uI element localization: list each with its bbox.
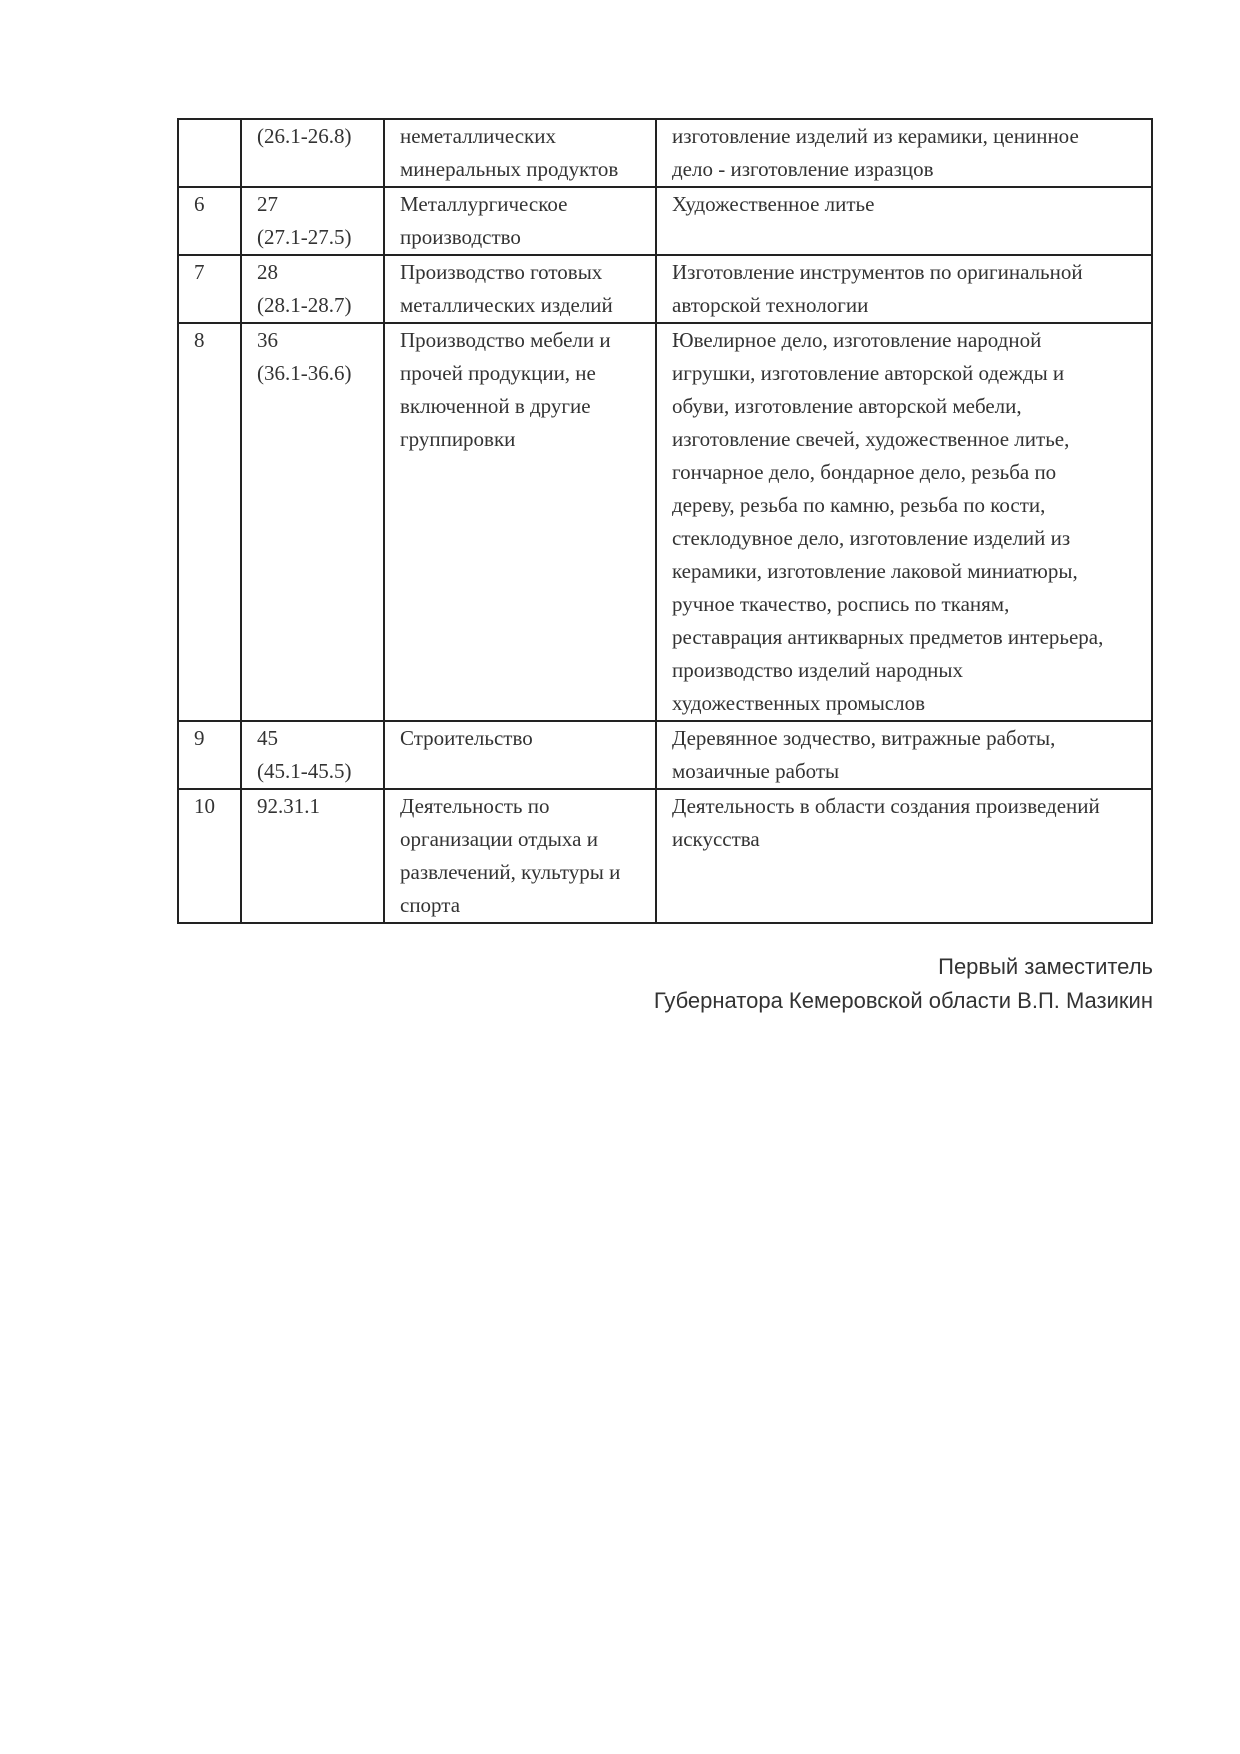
activity-table bbox=[177, 118, 1153, 924]
signature-title: Первый заместитель bbox=[938, 954, 1153, 979]
okved-code: 27 (27.1-27.5) bbox=[241, 187, 384, 255]
okved-code: (26.1-26.8) bbox=[241, 119, 384, 187]
row-number: 8 bbox=[178, 323, 241, 721]
okved-code: 28 (28.1-28.7) bbox=[241, 255, 384, 323]
craft-description: Ювелирное дело, изготовление народной игрушки, изготовление авторской одежды и обуви, изготовление авторской мебели, изготовление свечей, художественное литье, гончарное дело, бондарное дело, резьба по дереву, резьба по камню, резьба по кости, стеклодувное дело, изготовление изделий из керамики, изготовление лаковой миниатюры, ручное ткачество, роспись по тканям, реставрация антикварных предметов интерьера, производство изделий народных художественных промыслов bbox=[656, 323, 1152, 721]
row-number: 6 bbox=[178, 187, 241, 255]
row-number bbox=[178, 119, 241, 187]
craft-description: Деревянное зодчество, витражные работы, мозаичные работы bbox=[656, 721, 1152, 789]
activity-name: Производство мебели и прочей продукции, не включенной в другие группировки bbox=[384, 323, 656, 721]
signature-name: Губернатора Кемеровской области В.П. Мазикин bbox=[653, 988, 1153, 1013]
activity-name: Строительство bbox=[384, 721, 656, 789]
table-row bbox=[178, 119, 1152, 187]
activity-name: неметаллических минеральных продуктов bbox=[384, 119, 656, 187]
row-number: 9 bbox=[178, 721, 241, 789]
table-row bbox=[178, 789, 1152, 923]
craft-description: Деятельность в области создания произведений искусства bbox=[656, 789, 1152, 923]
okved-code: 92.31.1 bbox=[241, 789, 384, 923]
okved-code: 45 (45.1-45.5) bbox=[241, 721, 384, 789]
activity-name: Металлургическое производство bbox=[384, 187, 656, 255]
activity-name: Деятельность по организации отдыха и развлечений, культуры и спорта bbox=[384, 789, 656, 923]
table-row bbox=[178, 255, 1152, 323]
signature-block bbox=[654, 950, 1153, 1018]
craft-description: изготовление изделий из керамики, ценинное дело - изготовление изразцов bbox=[656, 119, 1152, 187]
craft-description: Художественное литье bbox=[656, 187, 1152, 255]
okved-code: 36 (36.1-36.6) bbox=[241, 323, 384, 721]
row-number: 10 bbox=[178, 789, 241, 923]
craft-description: Изготовление инструментов по оригинальной авторской технологии bbox=[656, 255, 1152, 323]
table-row bbox=[178, 721, 1152, 789]
table-row bbox=[178, 323, 1152, 721]
activity-name: Производство готовых металлических изделий bbox=[384, 255, 656, 323]
table-row bbox=[178, 187, 1152, 255]
row-number: 7 bbox=[178, 255, 241, 323]
